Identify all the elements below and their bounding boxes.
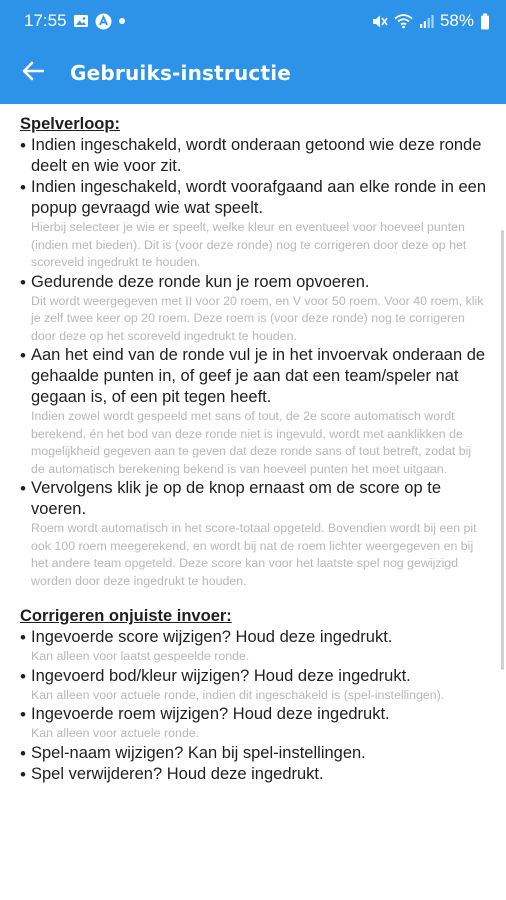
list-item-text: Ingevoerde score wijzigen? Houd deze ingedrukt. (31, 628, 393, 646)
list-item (20, 743, 488, 764)
list-item (20, 478, 488, 590)
gallery-icon (73, 13, 89, 29)
list-item-note: Kan alleen voor laatst gespeelde ronde. (31, 649, 250, 663)
bullet: • (20, 666, 26, 686)
list-item-text: Indien ingeschakeld, wordt voorafgaand aan elke ronde in een popup gevraagd wie wat speelt. (31, 178, 486, 217)
section-title-corrigeren: Corrigeren onjuiste invoer: (20, 607, 232, 625)
list-item-text: Vervolgens klik je op de knop ernaast om de score op te voeren. (31, 479, 441, 518)
bullet: • (20, 346, 26, 365)
list-item (20, 135, 488, 177)
bullet: • (20, 178, 26, 197)
list-item (20, 345, 488, 478)
list-item (20, 704, 488, 743)
app-bar (0, 42, 506, 104)
list-item (20, 272, 488, 346)
battery-percentage: 58% (439, 11, 474, 30)
list-item (20, 177, 488, 272)
list-item-text: Ingevoerde roem wijzigen? Houd deze ingedrukt. (31, 705, 390, 723)
list-item (20, 666, 488, 705)
list-item-text: Aan het eind van de ronde vul je in het invoervak onderaan de gehaalde punten in, of geef je aan dat een team/speler nat gegaan is, of een pit tegen heeft. (31, 346, 486, 406)
status-bar-left (24, 11, 126, 31)
bullet: • (20, 764, 26, 784)
dot-icon (118, 17, 126, 25)
list-item-note: Indien zowel wordt gespeeld met sans of tout, de 2e score automatisch wordt berekend, én het bod van deze ronde niet is ingevuld, wordt met aanklikken de mogelijkheid gegeven aan te geven dat deze ronde sans of tout betreft, zodat bij de automatisch berekening bekend is van hoeveel punten het moet uitgaan. (31, 409, 472, 476)
section-title-spelverloop: Spelverloop: (20, 115, 120, 133)
bullet: • (20, 705, 26, 724)
list-item-text: Ingevoerd bod/kleur wijzigen? Houd deze ingedrukt. (31, 666, 411, 685)
list-item (20, 764, 488, 785)
back-button[interactable] (0, 42, 66, 104)
bullet: • (20, 272, 26, 292)
mute-icon (371, 13, 388, 30)
bullet: • (20, 743, 26, 763)
list-item-note: Kan alleen voor actuele ronde. (31, 726, 200, 740)
list-item-text: Spel-naam wijzigen? Kan bij spel-instellingen. (31, 743, 366, 762)
status-bar-right (371, 11, 490, 31)
page-title: Gebruiks-instructie (70, 61, 292, 85)
wifi-icon (394, 13, 413, 29)
list-item-note: Hierbij selecteer je wie er speelt, welke kleur en eventueel voor hoeveel punten (indien met bieden). Dit is (voor deze ronde) nog te corrigeren door deze op het scoreveld ingedrukt te houden. (31, 220, 467, 269)
list-item (20, 627, 488, 666)
status-bar (0, 0, 506, 42)
battery-icon (480, 13, 490, 30)
status-time: 17:55 (24, 11, 67, 30)
instructions-content[interactable] (0, 104, 506, 900)
scrollbar[interactable] (501, 230, 504, 670)
list-item-text: Spel verwijderen? Houd deze ingedrukt. (31, 764, 324, 783)
back-arrow-icon (22, 61, 44, 86)
list-item-note: Dit wordt weergegeven met II voor 20 roem, en V voor 50 roem. Voor 40 roem, klik je zelf twee keer op 20 roem. Deze roem is (voor deze ronde) nog te corrigeren door deze op het scoreveld ingedrukt te houden. (31, 293, 484, 343)
bullet: • (20, 136, 26, 155)
bullet: • (20, 479, 26, 498)
bullet: • (20, 628, 26, 647)
list-item-text: Indien ingeschakeld, wordt onderaan getoond wie deze ronde deelt en wie voor zit. (31, 136, 482, 175)
list-item-text: Gedurende deze ronde kun je roem opvoeren. (31, 272, 370, 291)
app-notification-icon (95, 13, 112, 30)
signal-icon (419, 14, 434, 29)
list-item-note: Roem wordt automatisch in het score-totaal opgeteld. Bovendien wordt bij een pit ook 100 roem meegerekend, en wordt bij nat de roem lichter weergegeven en bij het andere team opgeteld. Deze score kan voor het laatste spel nog gewijzigd worden door deze ingedrukt te houden. (31, 521, 477, 588)
list-item-note: Kan alleen voor actuele ronde, indien dit ingeschakeld is (spel-instellingen). (31, 687, 445, 702)
